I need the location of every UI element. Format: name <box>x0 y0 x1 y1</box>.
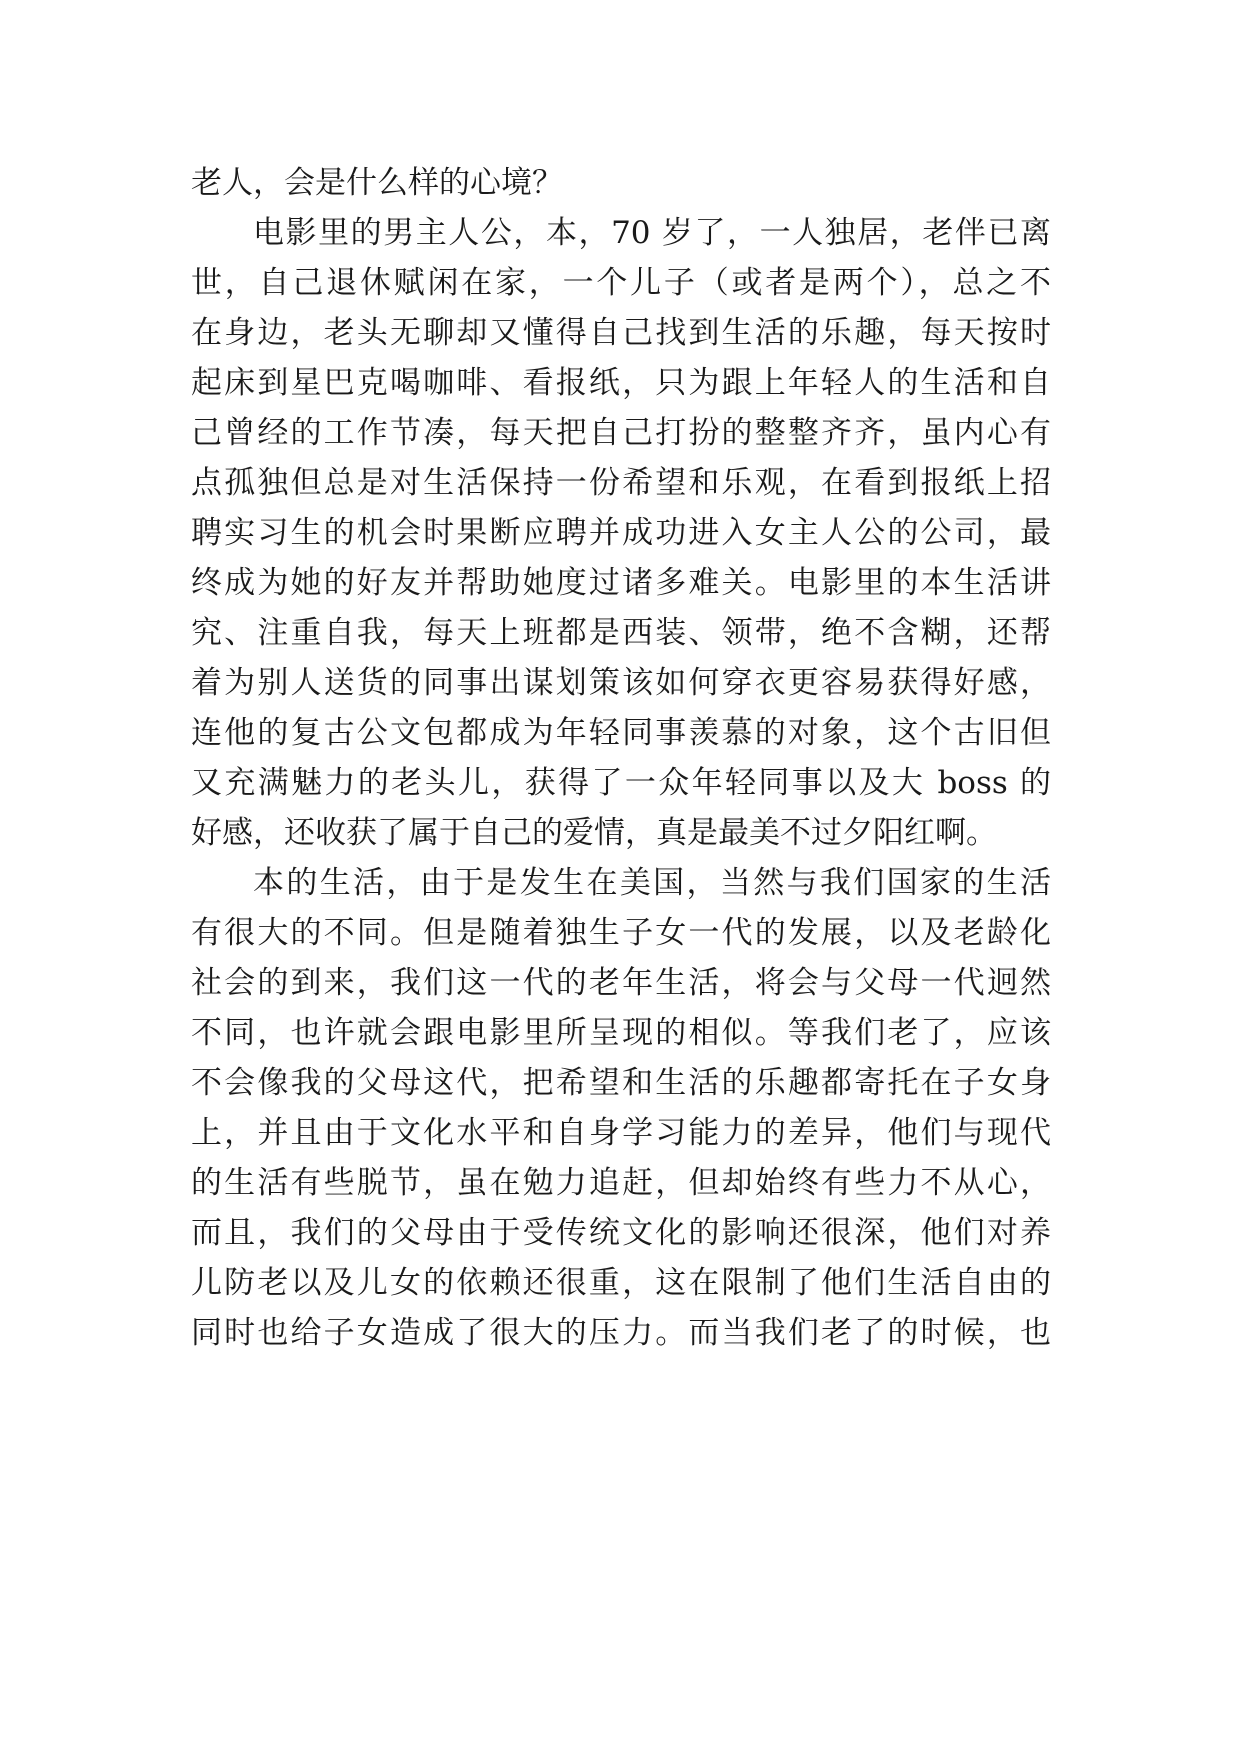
text-line: 在身边，老头无聊却又懂得自己找到生活的乐趣，每天按时 <box>191 315 1051 351</box>
text-line: 又充满魅力的老头儿，获得了一众年轻同事以及大 boss 的 <box>191 765 1051 801</box>
text-line: 连他的复古公文包都成为年轻同事羡慕的对象，这个古旧但 <box>191 715 1051 751</box>
text-line: 的生活有些脱节，虽在勉力追赶，但却始终有些力不从心， <box>191 1165 1051 1201</box>
text-line: 儿防老以及儿女的依赖还很重，这在限制了他们生活自由的 <box>191 1265 1051 1301</box>
text-line: 而且，我们的父母由于受传统文化的影响还很深，他们对养 <box>191 1215 1051 1251</box>
text-line: 聘实习生的机会时果断应聘并成功进入女主人公的公司，最 <box>191 515 1051 551</box>
text-line: 老人，会是什么样的心境？ <box>191 165 563 201</box>
text-line: 起床到星巴克喝咖啡、看报纸，只为跟上年轻人的生活和自 <box>191 365 1051 401</box>
text-line: 同时也给子女造成了很大的压力。而当我们老了的时候，也 <box>191 1315 1051 1351</box>
text-line: 不同，也许就会跟电影里所呈现的相似。等我们老了，应该 <box>191 1015 1051 1051</box>
text-line: 好感，还收获了属于自己的爱情，真是最美不过夕阳红啊。 <box>191 815 997 851</box>
text-line: 己曾经的工作节凑，每天把自己打扮的整整齐齐，虽内心有 <box>191 415 1051 451</box>
text-line: 点孤独但总是对生活保持一份希望和乐观，在看到报纸上招 <box>191 465 1051 501</box>
text-line: 究、注重自我，每天上班都是西装、领带，绝不含糊，还帮 <box>191 615 1051 651</box>
text-line: 上，并且由于文化水平和自身学习能力的差异，他们与现代 <box>191 1115 1051 1151</box>
text-line: 着为别人送货的同事出谋划策该如何穿衣更容易获得好感， <box>191 665 1051 701</box>
text-line: 不会像我的父母这代，把希望和生活的乐趣都寄托在子女身 <box>191 1065 1051 1101</box>
text-line: 电影里的男主人公，本，70 岁了，一人独居，老伴已离 <box>253 215 1051 251</box>
body-text <box>191 158 1051 1358</box>
text-line: 社会的到来，我们这一代的老年生活，将会与父母一代迥然 <box>191 965 1051 1001</box>
text-line: 世，自己退休赋闲在家，一个儿子（或者是两个），总之不 <box>191 265 1051 301</box>
text-line: 终成为她的好友并帮助她度过诸多难关。电影里的本生活讲 <box>191 565 1051 601</box>
text-line: 本的生活，由于是发生在美国，当然与我们国家的生活 <box>253 865 1051 901</box>
text-line: 有很大的不同。但是随着独生子女一代的发展，以及老龄化 <box>191 915 1051 951</box>
